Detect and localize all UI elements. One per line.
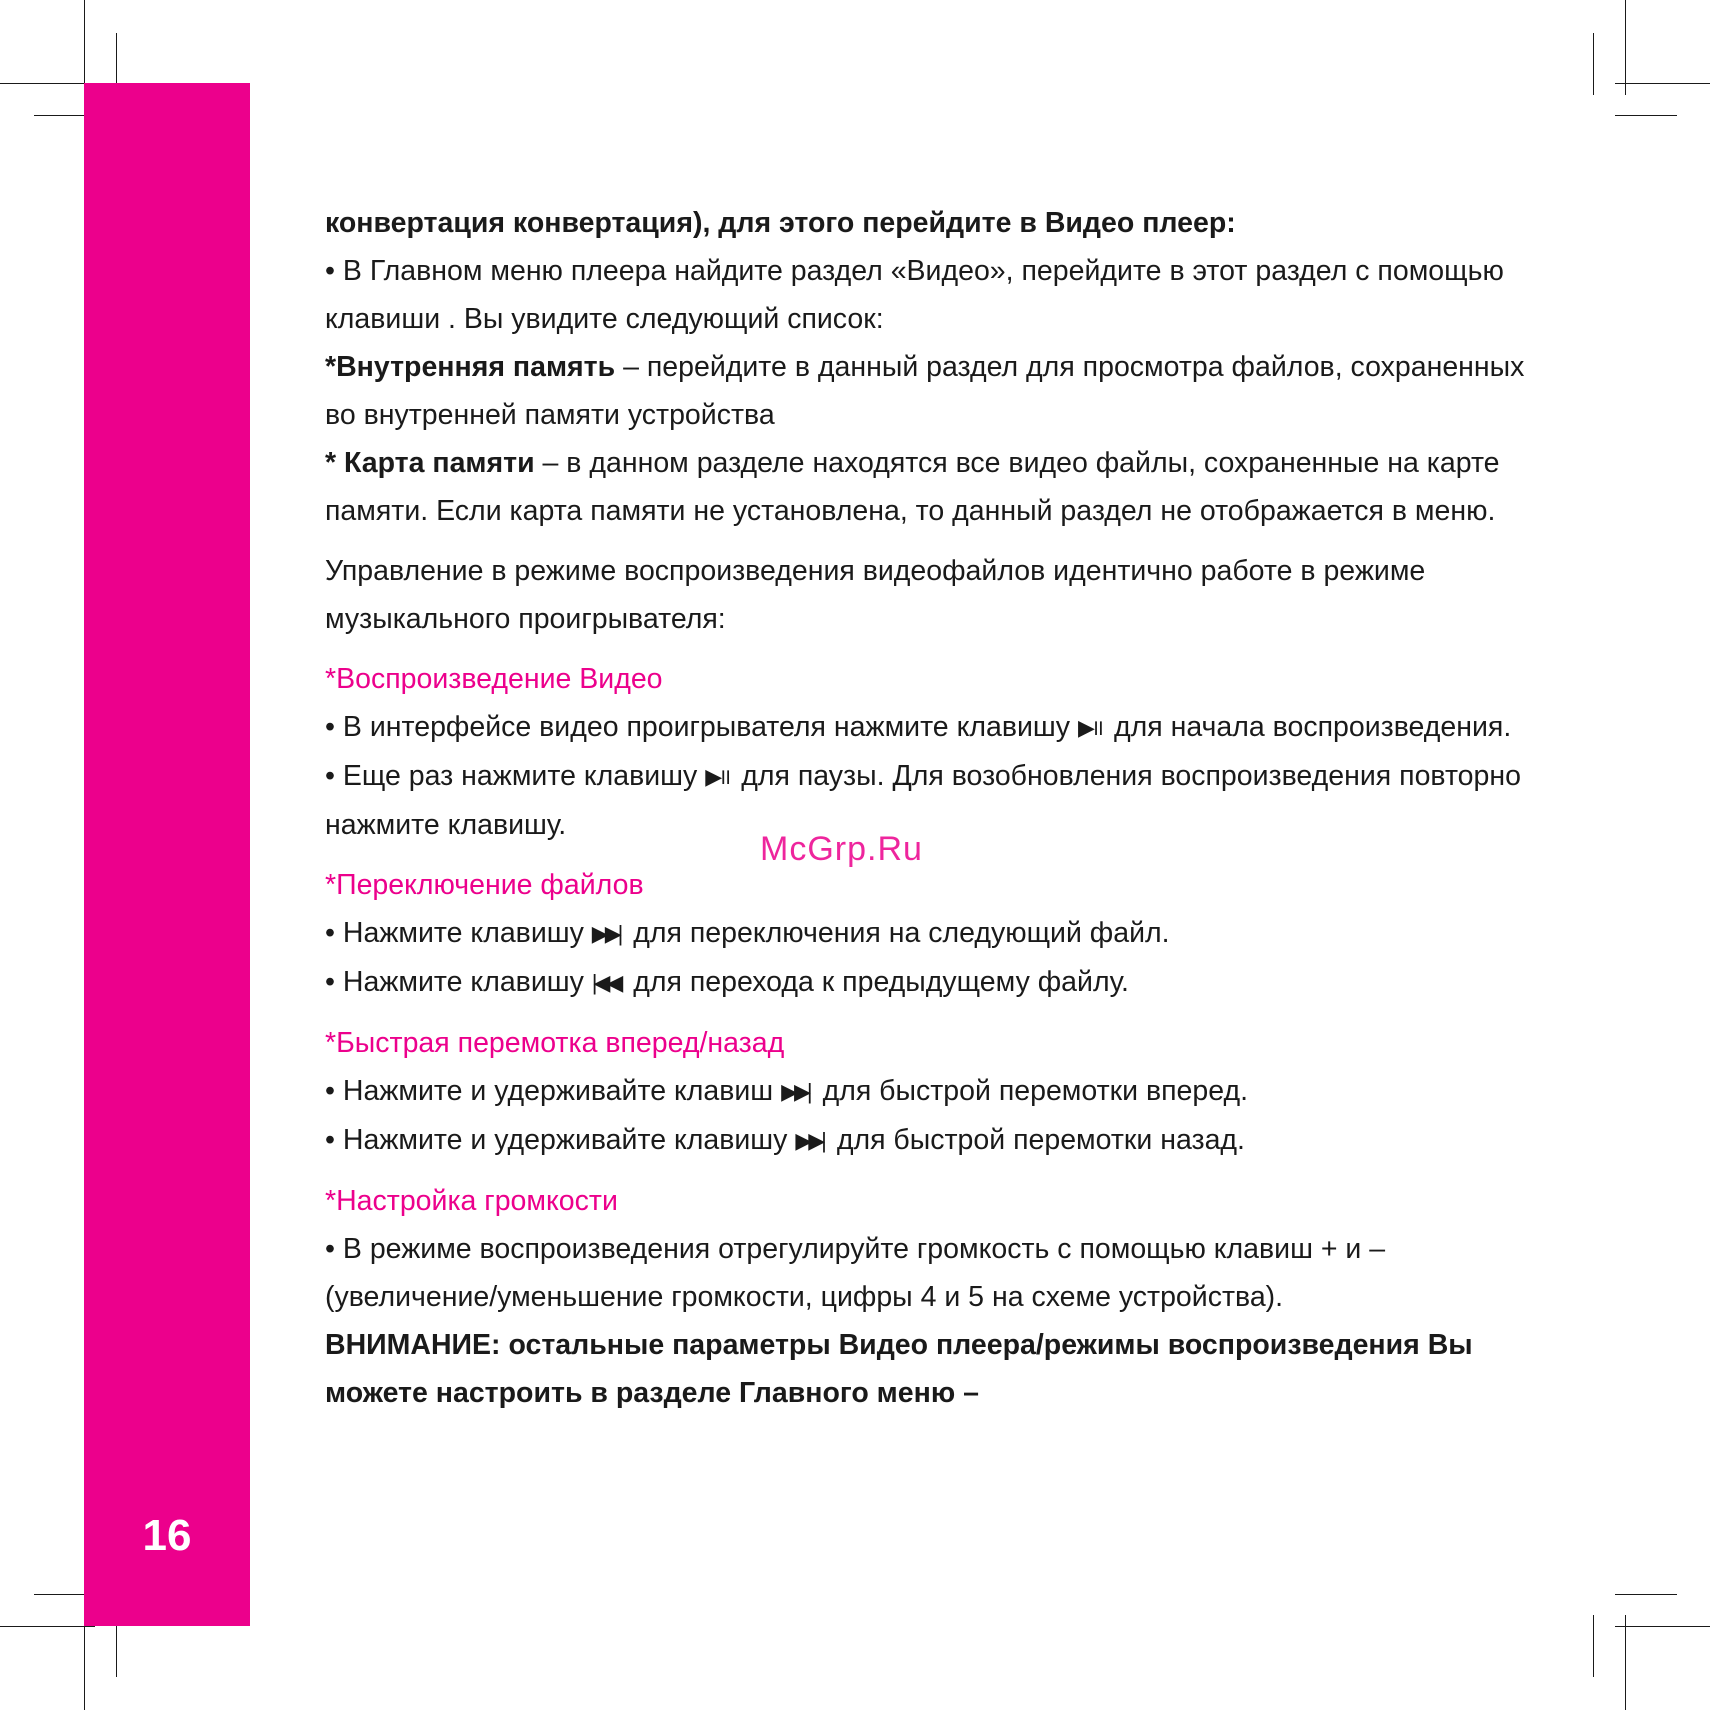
list-item-text: для переключения на следующий файл.: [633, 917, 1170, 949]
crop-mark: [0, 1626, 95, 1627]
internal-memory-text: – перейдите в данный раздел для просмотра файлов, сохраненных во внутренней памяти устройства: [325, 351, 1525, 431]
page-number: 16: [142, 1511, 192, 1560]
crop-mark: [1615, 1626, 1710, 1627]
fast-forward-icon: ▶▶|: [795, 1128, 823, 1153]
internal-memory-title: *Внутренняя память: [325, 351, 616, 383]
memory-card-item: [325, 439, 1525, 535]
list-item-text: • Нажмите клавишу: [325, 917, 584, 949]
list-item-text: для быстрой перемотки назад.: [836, 1124, 1245, 1156]
crop-mark: [1615, 1594, 1677, 1595]
list-item: [325, 958, 1525, 1007]
list-item-text: для перехода к предыдущему файлу.: [633, 966, 1129, 998]
fast-forward-icon: ▶▶|: [781, 1079, 809, 1104]
sidebar: [84, 83, 353, 1626]
previous-track-icon: |◀◀: [591, 970, 620, 995]
list-item-text: • Нажмите клавишу: [325, 966, 584, 998]
list-item-text: • Нажмите и удерживайте клавиш: [325, 1075, 774, 1107]
play-pause-icon: ▶॥: [705, 764, 728, 789]
list-item-text: • В интерфейсе видео проигрывателя нажмите клавишу: [325, 711, 1071, 743]
product-title: Цифровой аудио плеер RF-4950M: [309, 428, 353, 1097]
crop-mark: [1615, 115, 1677, 116]
crop-mark: [0, 83, 95, 84]
list-item-text: • Нажмите и удерживайте клавишу: [325, 1124, 788, 1156]
memory-card-text: – в данном разделе находятся все видео файлы, сохраненные на карте памяти. Если карта памяти не установлена, то данный раздел не отображается в меню.: [325, 447, 1500, 527]
paragraph: • В Главном меню плеера найдите раздел «Видео», перейдите в этот раздел с помощью клавиши . Вы увидите следующий список:: [325, 255, 1504, 335]
next-track-icon: ▶▶|: [591, 921, 620, 946]
list-item-text: для быстрой перемотки вперед.: [822, 1075, 1249, 1107]
crop-mark: [1593, 33, 1594, 95]
list-item-text: для начала воспроизведения.: [1113, 711, 1512, 743]
section-heading-switch: *Переключение файлов: [325, 869, 644, 901]
section-heading-play: *Воспроизведение Видео: [325, 663, 663, 695]
list-item: • В режиме воспроизведения отрегулируйте громкость с помощью клавиш + и – (увеличение/уменьшение громкости, цифры 4 и 5 на схеме устройства).: [325, 1233, 1386, 1313]
crop-mark: [84, 1615, 85, 1710]
crop-mark: [84, 0, 85, 95]
list-item: [325, 1067, 1525, 1116]
intro-line: конвертация конвертация), для этого перейдите в Видео плеер:: [325, 207, 1236, 239]
list-item: [325, 703, 1525, 752]
list-item: [325, 1116, 1525, 1165]
list-item: [325, 752, 1525, 849]
list-item-text: для паузы. Для возобновления воспроизведения повторно нажмите клавишу.: [325, 760, 1521, 841]
section-heading-volume: *Настройка громкости: [325, 1185, 618, 1217]
list-item-text: • Еще раз нажмите клавишу: [325, 760, 698, 792]
watermark: McGrp.Ru: [760, 830, 923, 868]
paragraph: Управление в режиме воспроизведения видеофайлов идентично работе в режиме музыкального проигрывателя:: [325, 555, 1426, 635]
play-pause-icon: ▶॥: [1077, 715, 1101, 740]
main-content: [325, 199, 1525, 1417]
crop-mark: [1615, 83, 1710, 84]
section-heading-rewind: *Быстрая перемотка вперед/назад: [325, 1027, 785, 1059]
crop-mark: [1593, 1615, 1594, 1677]
crop-mark: [1625, 1615, 1626, 1710]
list-item: [325, 909, 1525, 958]
attention-note: ВНИМАНИЕ: остальные параметры Видео плеера/режимы воспроизведения Вы можете настроить в разделе Главного меню –: [325, 1329, 1473, 1409]
internal-memory-item: [325, 343, 1525, 439]
crop-mark: [1625, 0, 1626, 95]
memory-card-title: * Карта памяти: [325, 447, 535, 479]
